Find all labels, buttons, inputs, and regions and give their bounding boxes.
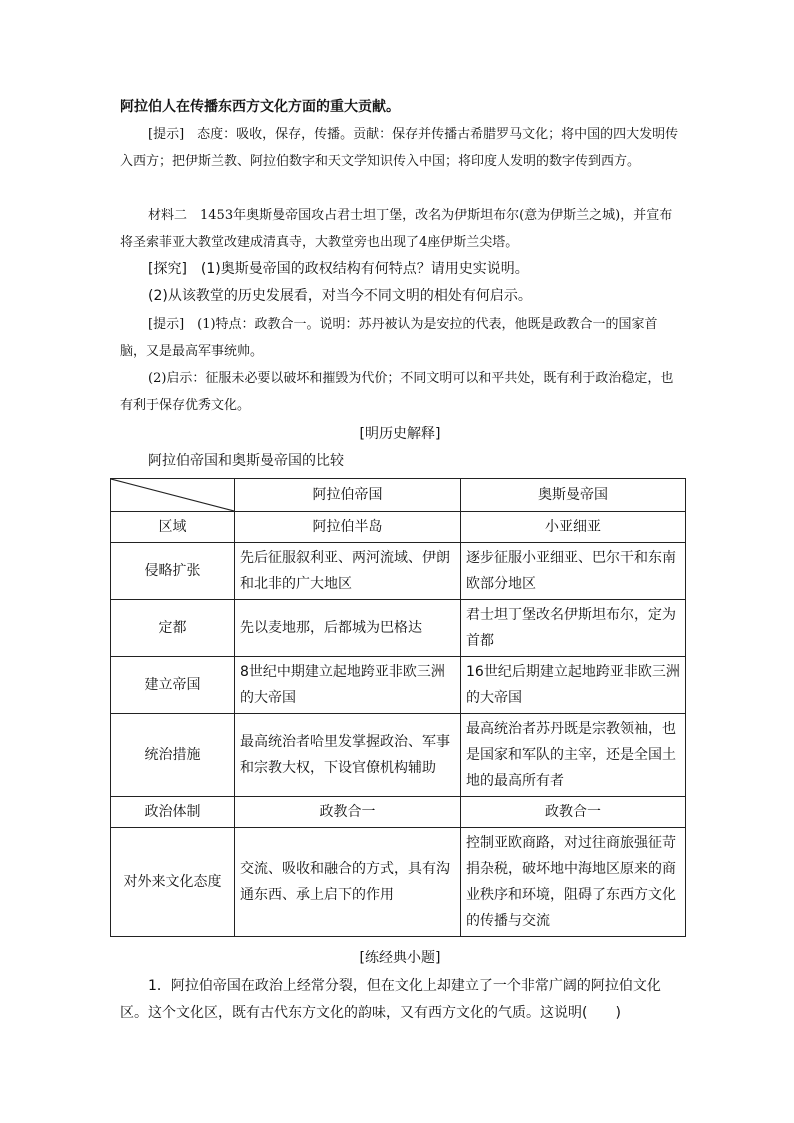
ottoman-cell: 逐步征服小亚细亚、巴尔干和东南欧部分地区	[461, 543, 686, 600]
hint-answer-2: (2)启示：征服未必要以破坏和摧毁为代价；不同文明可以和平共处，既有利于政治稳定，也有利于保存优秀文化。	[120, 371, 674, 413]
ottoman-cell: 小亚细亚	[461, 512, 686, 543]
table-caption: 阿拉伯帝国和奥斯曼帝国的比较	[148, 453, 344, 469]
arab-cell: 最高统治者哈里发掌握政治、军事和宗教大权，下设官僚机构辅助	[235, 714, 461, 797]
row-label: 对外来文化态度	[111, 828, 235, 937]
table-row	[111, 512, 686, 543]
arab-cell: 政教合一	[235, 797, 461, 828]
table-row	[111, 543, 686, 600]
table-row	[111, 828, 686, 937]
row-label: 区域	[111, 512, 235, 543]
row-label: 定都	[111, 600, 235, 657]
table-header-row	[111, 479, 686, 512]
table-row	[111, 657, 686, 714]
diagonal-line	[111, 479, 234, 511]
row-label: 统治措施	[111, 714, 235, 797]
question-1: 1．阿拉伯帝国在政治上经常分裂，但在文化上却建立了一个非常广阔的阿拉伯文化区。这个文化区，既有古代东方文化的韵味，又有西方文化的气质。这说明( )	[120, 978, 661, 1021]
arab-cell: 先以麦地那，后都城为巴格达	[235, 600, 461, 657]
material-2-paragraph: 材料二 1453年奥斯曼帝国攻占君士坦丁堡，改名为伊斯坦布尔(意为伊斯兰之城)，并宣布将圣索菲亚大教堂改建成清真寺，大教堂旁也出现了4座伊斯兰尖塔。	[120, 208, 673, 250]
table-row	[111, 600, 686, 657]
arab-cell: 阿拉伯半岛	[235, 512, 461, 543]
explore-question-1: [探究] (1)奥斯曼帝国的政权结构有何特点？请用史实说明。	[148, 261, 529, 277]
explore-question-2: (2)从该教堂的历史发展看，对当今不同文明的相处有何启示。	[148, 288, 532, 304]
intro-heading: 阿拉伯人在传播东西方文化方面的重大贡献。	[120, 99, 400, 115]
row-label: 建立帝国	[111, 657, 235, 714]
header-ottoman-empire: 奥斯曼帝国	[461, 479, 686, 512]
arab-cell: 8世纪中期建立起地跨亚非欧三洲的大帝国	[235, 657, 461, 714]
header-arab-empire: 阿拉伯帝国	[235, 479, 461, 512]
hint-paragraph-1: [提示] 态度：吸收，保存，传播。贡献：保存并传播古希腊罗马文化；将中国的四大发明传入西方；把伊斯兰教、阿拉伯数字和天文学知识传入中国；将印度人发明的数字传到西方。	[120, 127, 679, 169]
arab-cell: 交流、吸收和融合的方式，具有沟通东西、承上启下的作用	[235, 828, 461, 937]
practice-title: [练经典小题]	[359, 950, 441, 966]
hint-answer-1: [提示] (1)特点：政教合一。说明：苏丹被认为是安拉的代表，他既是政教合一的国家首脑，又是最高军事统帅。	[120, 317, 658, 359]
table-row	[111, 797, 686, 828]
ottoman-cell: 最高统治者苏丹既是宗教领袖，也是国家和军队的主宰，还是全国土地的最高所有者	[461, 714, 686, 797]
ottoman-cell: 16世纪后期建立起地跨亚非欧三洲的大帝国	[461, 657, 686, 714]
section-title: [明历史解释]	[359, 426, 441, 442]
table-row	[111, 714, 686, 797]
arab-cell: 先后征服叙利亚、两河流域、伊朗和北非的广大地区	[235, 543, 461, 600]
row-label: 政治体制	[111, 797, 235, 828]
ottoman-cell: 君士坦丁堡改名伊斯坦布尔，定为首都	[461, 600, 686, 657]
ottoman-cell: 政教合一	[461, 797, 686, 828]
ottoman-cell: 控制亚欧商路，对过往商旅强征苛捐杂税，破坏地中海地区原来的商业秩序和环境，阻碍了东西方文化的传播与交流	[461, 828, 686, 937]
comparison-table	[110, 478, 686, 937]
diagonal-header-cell	[111, 479, 235, 512]
row-label: 侵略扩张	[111, 543, 235, 600]
